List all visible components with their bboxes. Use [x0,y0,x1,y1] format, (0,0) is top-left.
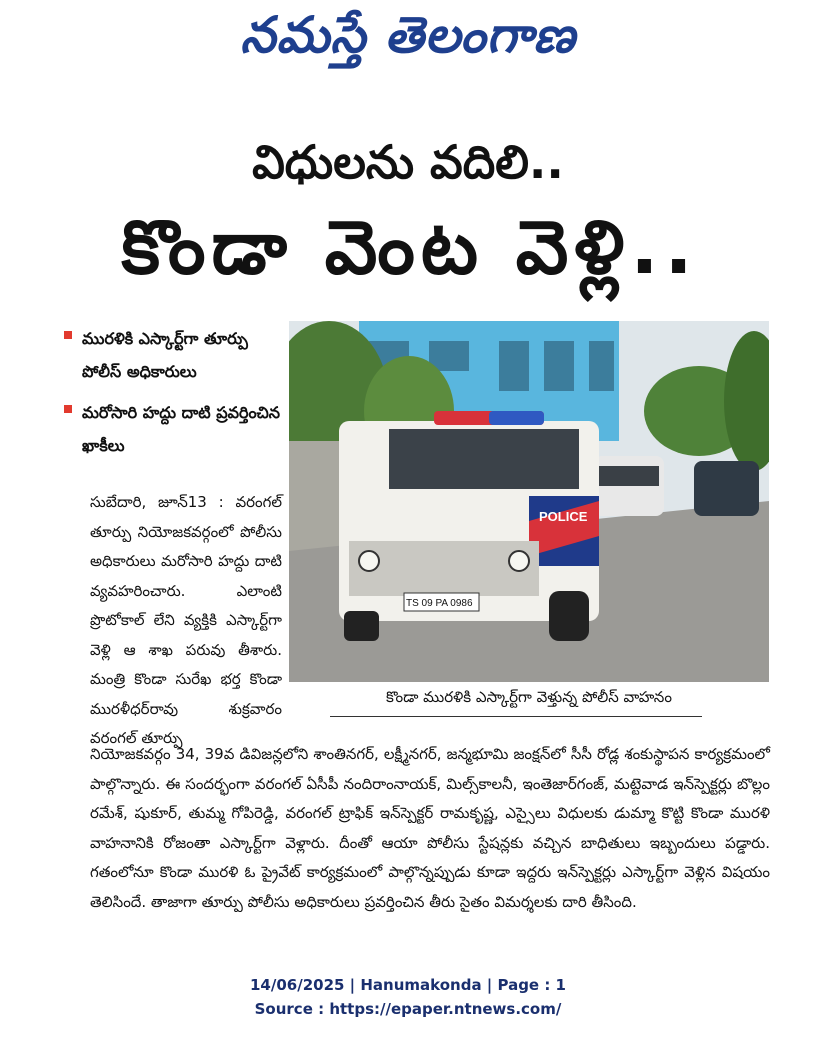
article-column-text: సుబేదారి, జూన్13 : వరంగల్ తూర్పు నియోజకవర్గంలో పోలీసు అధికారులు మరోసారి హద్దు దాటి వ్యవహరించారు. ఎలాంటి ప్రొటోకాల్ లేని వ్యక్తికి ఎస్కార్ట్‌గా వెళ్లి ఆ శాఖ పరువు తీశారు. మంత్రి కొండా సురేఖ భర్త కొండా మురళీధర్‌రావు శుక్రవారం వరంగల్ తూర్పు [90,493,282,747]
masthead-title: నమస్తే తెలంగాణ [240,6,576,64]
footer-date-line: 14/06/2025 | Hanumakonda | Page : 1 [249,976,566,994]
summary-bullets [64,322,282,470]
bullet-text: మురళికి ఎస్కార్ట్‌గా తూర్పు పోలీస్ అధికారులు [82,329,248,381]
footer-source-line: Source : https://epaper.ntnews.com/ [254,1000,562,1018]
bullet-item [64,396,282,462]
caption-divider [330,716,702,717]
vehicle-label: POLICE [539,509,588,524]
bullet-square-icon [64,405,72,413]
headline-line-1: విధులను వదిలి.. [252,135,564,189]
article-full-text: నియోజకవర్గం 34, 39వ డివిజన్లలోని శాంతినగర్, లక్ష్మీనగర్, జన్మభూమి జంక్షన్‌లో సీసీ రోడ్ల శంకుస్థాపన కార్యక్రమంలో పాల్గొన్నారు. ఈ సందర్భంగా వరంగల్ ఏసీపీ నందిరాంనాయక్, మిల్స్‌కాలనీ, ఇంతెజార్‌గంజ్, మట్టెవాడ ఇన్‌స్పెక్టర్లు బొల్లం రమేశ్, షుకూర్, తుమ్మ గోపిరెడ్డి, వరంగల్ ట్రాఫిక్ ఇన్‌స్పెక్టర్ రామకృష్ణ, ఎస్సైలు విధులకు డుమ్మా కొట్టి కొండా మురళి వాహనానికి రోజంతా ఎస్కార్ట్‌గా వెళ్లారు. దీంతో ఆయా పోలీసు స్టేషన్లకు వచ్చిన బాధితులు ఇబ్బందులు పడ్డారు. గతంలోనూ కొండా మురళి ఓ ప్రైవేట్ కార్యక్రమంలో పాల్గొన్నప్పుడు కూడా ఇద్దరు ఇన్‌స్పెక్టర్లు ఎస్కార్ట్‌గా వెళ్లిన విషయం తెలిసిందే. తాజాగా తూర్పు పోలీసు అధికారులు ప్రవర్తించిన తీరు సైతం విమర్శలకు దారి తీసింది. [90,745,770,911]
bullet-square-icon [64,331,72,339]
headline-line-2: కొండా వెంట వెళ్లి.. [121,205,699,291]
photo-caption: కొండా మురళికి ఎస్కార్ట్‌గా వెళ్తున్న పోలీస్ వాహనం [386,688,672,706]
news-photo [289,321,769,682]
bullet-text: మరోసారి హద్దు దాటి ప్రవర్తించిన ఖాకీలు [82,403,281,455]
plate-number: TS 09 PA 0986 [406,598,473,609]
bullet-item [64,322,282,388]
